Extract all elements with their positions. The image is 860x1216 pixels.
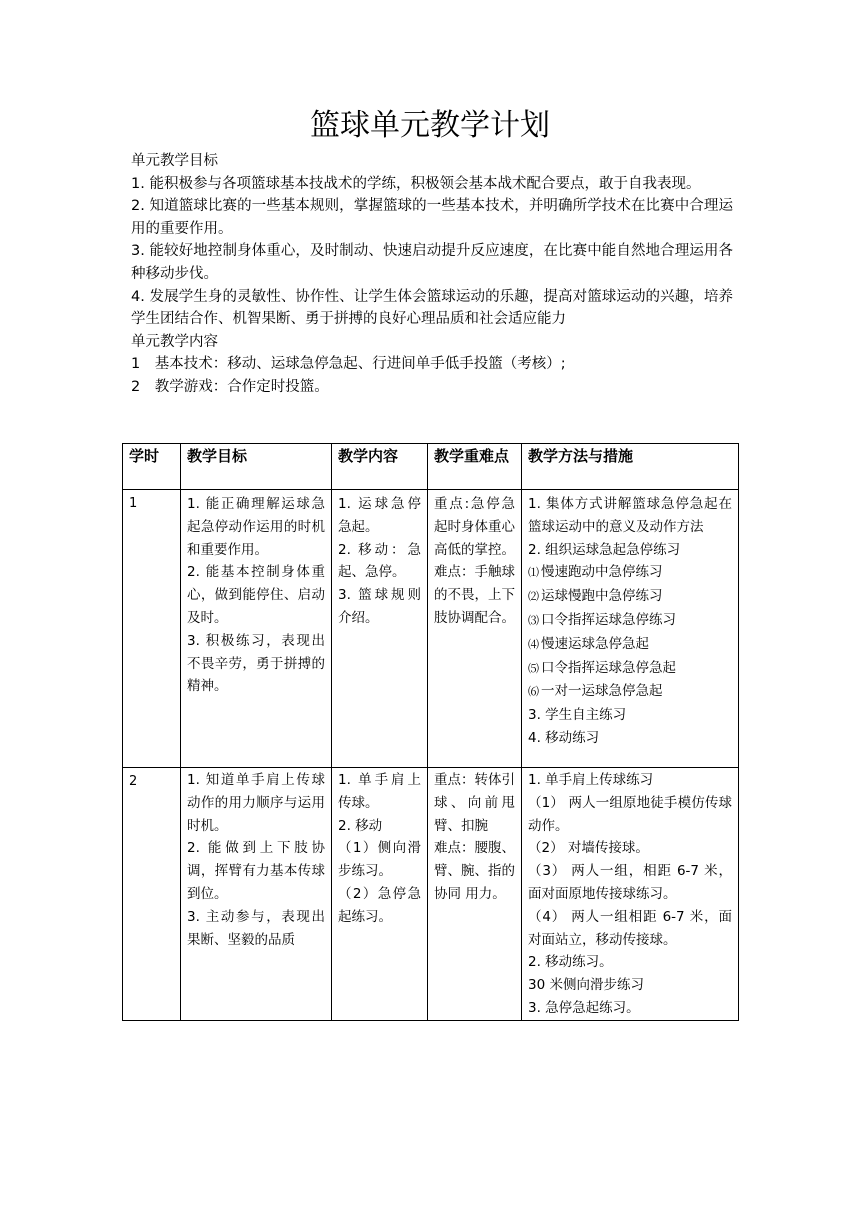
document-title: 篮球单元教学计划 bbox=[310, 108, 550, 143]
method-line bbox=[528, 906, 732, 952]
goal-line: 1. 能正确理解运球急起急停动作运用的时机和重要作用。 bbox=[187, 496, 325, 558]
table-header-row bbox=[123, 444, 739, 490]
goals-cell bbox=[181, 768, 332, 1021]
table-row bbox=[123, 490, 739, 768]
methods-cell bbox=[522, 768, 739, 1021]
method-line bbox=[528, 769, 732, 792]
keypoint-line: 难点：手触球的不畏，上下肢协调配合。 bbox=[434, 564, 515, 626]
method-line bbox=[528, 657, 732, 681]
header-hour: 学时 bbox=[123, 444, 181, 490]
hour-cell: 1 bbox=[123, 490, 181, 768]
goal-line: 1. 知道单手肩上传球动作的用力顺序与运用时机。 bbox=[187, 772, 325, 834]
method-text: 口令指挥运球急停练习 bbox=[541, 611, 676, 628]
objective-item: 4. 发展学生身的灵敏性、协作性、让学生体会篮球运动的乐趣，提高对篮球运动的兴趣，培养学生团结合作、机智果断、勇于拼搏的良好心理品质和社会适应能力 bbox=[131, 288, 733, 328]
method-line bbox=[528, 997, 732, 1020]
keypoints-cell bbox=[428, 490, 522, 768]
methods-cell bbox=[522, 490, 739, 768]
method-line bbox=[528, 561, 732, 585]
method-text: 慢速跑动中急停练习 bbox=[541, 564, 663, 581]
method-line bbox=[528, 633, 732, 657]
method-text: 3. 学生自主练习 bbox=[528, 707, 627, 724]
method-text: （3） 两人一组，相距 6-7 米，面对面原地传接球练习。 bbox=[528, 863, 732, 902]
method-text: 口令指挥运球急停急起 bbox=[541, 659, 676, 676]
objective-item: 3. 能较好地控制身体重心，及时制动、快速启动提升反应速度，在比赛中能自然地合理运用各种移动步伐。 bbox=[131, 243, 733, 282]
method-line bbox=[528, 951, 732, 974]
method-line bbox=[528, 585, 732, 609]
method-line bbox=[528, 680, 732, 704]
goals-cell bbox=[181, 490, 332, 768]
objective-item: 1. 能积极参与各项篮球基本技战术的学练，积极领会基本战术配合要点，敢于自我表现。 bbox=[131, 175, 701, 192]
content-item: 2 教学游戏：合作定时投篮。 bbox=[131, 378, 329, 395]
lesson-plan-table bbox=[122, 443, 739, 1021]
method-number: ⑹ bbox=[528, 685, 539, 699]
content-line: 2. 移动 bbox=[338, 817, 383, 834]
method-text: 1. 集体方式讲解篮球急停急起在篮球运动中的意义及动作方法 bbox=[528, 496, 732, 535]
method-text: （4） 两人一组相距 6-7 米，面对面站立，移动传接球。 bbox=[528, 908, 732, 948]
method-number: ⑷ bbox=[528, 637, 539, 651]
goal-line: 3. 积极练习，表现出不畏辛劳，勇于拼搏的精神。 bbox=[187, 632, 325, 695]
method-text: 3. 急停急起练习。 bbox=[528, 999, 640, 1016]
method-line bbox=[528, 609, 732, 633]
method-line bbox=[528, 704, 732, 727]
hour-cell: 2 bbox=[123, 768, 181, 1021]
keypoint-line: 重点：转体引球、向前甩臂、扣腕 bbox=[434, 772, 515, 834]
method-number: ⑶ bbox=[528, 613, 539, 627]
method-line bbox=[528, 860, 732, 906]
content-cell bbox=[332, 490, 428, 768]
method-line bbox=[528, 837, 732, 860]
header-keypoints: 教学重难点 bbox=[428, 444, 522, 490]
content-line: （2）急停急起练习。 bbox=[338, 885, 421, 925]
header-goals: 教学目标 bbox=[181, 444, 332, 490]
method-text: 一对一运球急停急起 bbox=[541, 683, 663, 700]
header-methods: 教学方法与措施 bbox=[522, 444, 739, 490]
method-number: ⑸ bbox=[528, 661, 539, 675]
content-item: 1 基本技术：移动、运球急停急起、行进间单手低手投篮（考核）; bbox=[131, 356, 566, 373]
content-heading: 单元教学内容 bbox=[131, 333, 218, 350]
keypoint-line: 难点：腰腹、臂、腕、指的协同 用力。 bbox=[434, 840, 515, 902]
method-text: （1） 两人一组原地徒手模仿传球动作。 bbox=[528, 794, 732, 834]
method-text: 慢速运球急停急起 bbox=[541, 635, 649, 652]
method-line bbox=[528, 493, 732, 539]
objectives-heading: 单元教学目标 bbox=[131, 153, 218, 169]
content-line: 1. 运球急停急起。 bbox=[338, 496, 421, 535]
goal-line: 3. 主动参与，表现出果断、坚毅的品质 bbox=[187, 908, 325, 948]
header-content: 教学内容 bbox=[332, 444, 428, 490]
content-line: 1. 单手肩上传球。 bbox=[338, 772, 421, 811]
content-line: （1）侧向滑步练习。 bbox=[338, 840, 421, 880]
method-text: 2. 组织运球急起急停练习 bbox=[528, 541, 681, 558]
method-text: 1. 单手肩上传球练习 bbox=[528, 772, 654, 788]
keypoints-cell bbox=[428, 768, 522, 1021]
content-line: 2. 移动：急起、急停。 bbox=[338, 541, 421, 581]
method-text: 30 米侧向滑步练习 bbox=[528, 977, 644, 994]
content-line: 3. 篮球规则介绍。 bbox=[338, 587, 421, 626]
method-line bbox=[528, 727, 732, 750]
method-text: 2. 移动练习。 bbox=[528, 954, 613, 971]
method-text: 运球慢跑中急停练习 bbox=[541, 588, 663, 605]
goal-line: 2. 能基本控制身体重心，做到能停住、启动及时。 bbox=[187, 564, 325, 626]
keypoint-line: 重点:急停急起时身体重心高低的掌控。 bbox=[434, 496, 515, 558]
method-number: ⑵ bbox=[528, 590, 539, 604]
content-cell bbox=[332, 768, 428, 1021]
table-row bbox=[123, 768, 739, 1021]
goal-line: 2. 能做到上下肢协调，挥臂有力基本传球到位。 bbox=[187, 840, 325, 902]
method-text: 4. 移动练习 bbox=[528, 729, 600, 746]
objective-item: 2. 知道篮球比赛的一些基本规则，掌握篮球的一些基本技术，并明确所学技术在比赛中合理运用的重要作用。 bbox=[131, 198, 733, 237]
method-number: ⑴ bbox=[528, 566, 539, 580]
intro-section bbox=[131, 150, 733, 399]
method-line bbox=[528, 792, 732, 838]
method-text: （2） 对墙传接球。 bbox=[528, 840, 649, 857]
method-line bbox=[528, 539, 732, 562]
method-line bbox=[528, 974, 732, 997]
